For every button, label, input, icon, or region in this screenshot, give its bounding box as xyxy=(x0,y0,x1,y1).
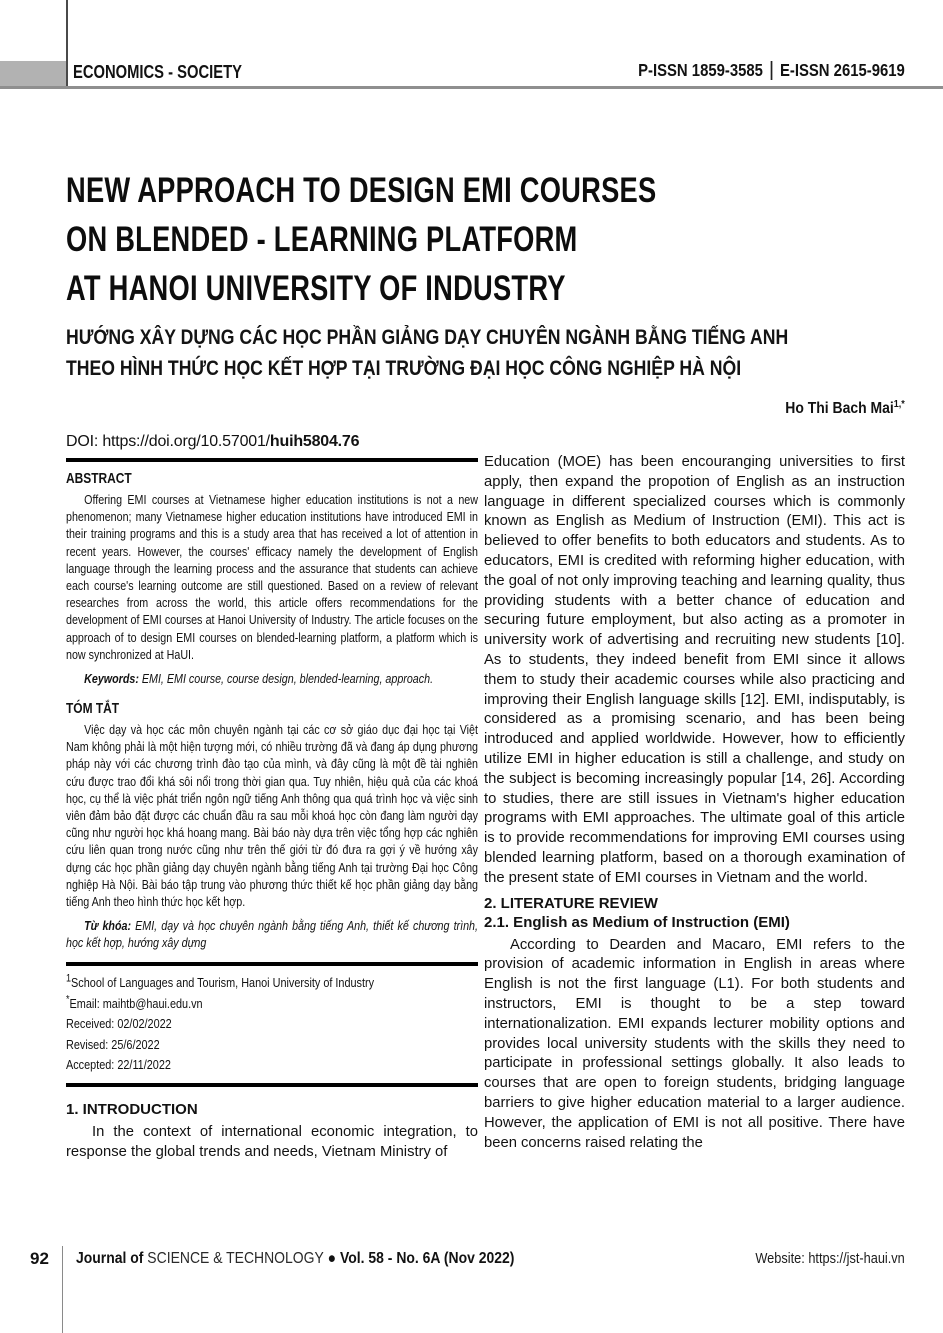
article-subtitle-line: THEO HÌNH THỨC HỌC KẾT HỢP TẠI TRƯỜNG ĐẠI HỌC CÔNG NGHIỆP HÀ NỘI xyxy=(66,357,742,380)
article-title xyxy=(66,166,656,313)
website-link[interactable]: Website: https://jst-haui.vn xyxy=(755,1251,905,1267)
footnote-revised: Revised: 25/6/2022 xyxy=(66,1036,160,1052)
divider-rule xyxy=(66,458,478,462)
emi-subheading: 2.1. English as Medium of Instruction (EMI) xyxy=(484,913,790,931)
article-title-line: ON BLENDED - LEARNING PLATFORM xyxy=(66,220,578,259)
journal-prefix: Journal of xyxy=(76,1250,148,1267)
abstract-box xyxy=(66,471,478,1087)
footnote-accepted: Accepted: 22/11/2022 xyxy=(66,1057,171,1073)
doi-link[interactable]: DOI: https://doi.org/10.57001/ xyxy=(66,433,270,450)
issn-block xyxy=(638,60,905,81)
journal-section-label: ECONOMICS - SOCIETY xyxy=(73,62,242,82)
emi-paragraph: According to Dearden and Macaro, EMI refers to the provision of academic information in English in areas where English is not the first language (L1). For both students and instructors, EMI is thought to be a step toward internationalization. EMI expands lecturer mobility options and provides local university students with the skills they need to participate in professional settings globally. It also leads to courses that are open to foreign students, bridging language barriers to give higher education material to a larger audience. However, the application of EMI is not all positive. There have been concerns raised relating the xyxy=(484,936,905,1151)
abstract-body: Offering EMI courses at Vietnamese higher education institutions is not a new phenomenon; many Vietnamese higher education institutions have introduced EMI in their training programs and this is a study area that has received a lot of attention in recent years. However, the courses' efficacy namely the development of English language through the learning process and the assurance that students can achieve each course's learning outcome are still questioned. Based on a review of relevant researches from across the world, this article offers recommendations for the development of EMI courses at Hanoi University of Industry. The article focuses on the approach of to design EMI courses on blended-learning platform, a platform which is now synchronized at HaUI. xyxy=(66,492,479,662)
tukhoa-line xyxy=(66,917,478,951)
page-number: 92 xyxy=(30,1249,49,1268)
keywords-label: Keywords: xyxy=(84,671,139,687)
article-subtitle xyxy=(66,322,788,384)
issn-separator xyxy=(771,61,773,80)
footnote-received: Received: 02/02/2022 xyxy=(66,1016,172,1032)
journal-title-line xyxy=(76,1250,514,1268)
left-column xyxy=(66,433,478,1162)
footnote-email xyxy=(66,994,478,1015)
header-rule xyxy=(0,86,943,89)
footnote-affiliation-marker: 1 xyxy=(66,972,72,985)
right-column xyxy=(484,453,905,1153)
e-issn: E-ISSN 2615-9619 xyxy=(780,60,905,80)
footnote-affiliation-text: School of Languages and Tourism, Hanoi University of Industry xyxy=(71,975,375,991)
journal-name: SCIENCE & TECHNOLOGY xyxy=(147,1250,324,1267)
footnote-email-text[interactable]: Email: maihtb@haui.edu.vn xyxy=(69,995,203,1011)
tukhoa-label: Từ khóa: xyxy=(84,918,132,934)
footnotes-block xyxy=(66,973,478,1076)
doi-link-suffix[interactable]: huih5804.76 xyxy=(269,433,360,450)
literature-review-heading: 2. LITERATURE REVIEW xyxy=(484,894,658,912)
article-subtitle-line: HƯỚNG XÂY DỰNG CÁC HỌC PHẦN GIẢNG DẠY CHUYÊN NGÀNH BẰNG TIẾNG ANH xyxy=(66,326,789,349)
author-affiliation-marker: 1,* xyxy=(893,398,905,410)
footnote-affiliation xyxy=(66,973,478,994)
footnote-email-marker: * xyxy=(66,993,70,1006)
p-issn: P-ISSN 1859-3585 xyxy=(638,60,764,80)
corner-accent-bar xyxy=(0,61,66,87)
continuation-paragraph: Education (MOE) has been encouranging universities to first apply, then expand the propotion of English as an instruction language in different specialized courses which is commonly known as English as Medium of Instruction (EMI). This act is believed to offer benefits to both educators and students. As to educators, EMI is credited with reforming higher education, with the goal of not only improving teaching and learning quality, thus providing students with a better chance of education and securing future employment, but also acting as a promoter in university work of advertising and recruiting new students [10]. As to students, they indeed benefit from EMI since it allows them to study their academic courses while also practicing and improving their English language skills [12]. EMI, indisputably, is considered as a promising scenario, and has been being introduced and applied worldwide. However, how to efficiently utilize EMI in higher education is still a challenge, and study on the subject is becoming increasingly popular [14, 26]. According to studies, there are still issues in Vietnam's higher education programs with EMI approaches. The ultimate goal of this article is to provide recommendations for improving EMI courses using blended learning platform, based on a thorough examination of the present state of EMI courses in Vietnam and the world. xyxy=(484,454,905,886)
divider-rule xyxy=(66,1083,478,1087)
article-title-line: AT HANOI UNIVERSITY OF INDUSTRY xyxy=(66,269,566,308)
abstract-heading: ABSTRACT xyxy=(66,471,132,487)
tomtat-body: Việc dạy và học các môn chuyên ngành tại các cơ sở giáo dục đại học tại Việt Nam không phải là một hiện tượng mới, có nhiều trường đã và đang áp dụng phương pháp này với các chương trình đào tạo của mình, và đây cũng là một đề tài nghiên cứu được trao đổi khá sôi nổi trong thời gian qua. Tuy nhiên, hiệu quả của các khoá học, cụ thể là việc phát triển ngôn ngữ tiếng Anh thông qua quá trình học và việc sinh viên đảm bảo đặt được các chuẩn đầu ra sau mỗi khoá học còn đang làm người dạy cũng như người học khá hoang mang. Bài báo này dựa trên việc tổng hợp các nghiên cứu liên quan trong nước cũng như trên thế giới từ đó đưa ra gợi ý về hướng xây dựng các học phần giảng dạy chuyên ngành bằng tiếng Anh tại trường Đại học Công nghiệp Hà Nội. Bài báo tập trung vào phương thức thiết kế học phần giảng dạy bằng tiếng Anh theo hình thức học kết hợp. xyxy=(66,722,479,910)
doi-line xyxy=(66,433,478,451)
keywords-text: EMI, EMI course, course design, blended-learning, approach. xyxy=(138,671,434,687)
footer-separator-line xyxy=(62,1246,63,1333)
intro-heading: 1. INTRODUCTION xyxy=(66,1100,198,1118)
keywords-line xyxy=(66,670,478,687)
divider-rule xyxy=(66,962,478,966)
author-name: Ho Thi Bach Mai xyxy=(785,400,894,417)
intro-paragraph: In the context of international economic integration, to response the global trends and needs, Vietnam Ministry of xyxy=(66,1123,478,1160)
footer-bullet: ● xyxy=(323,1250,340,1267)
corner-vertical-line xyxy=(66,0,68,86)
tukhoa-text: EMI, dạy và học chuyên ngành bằng tiếng Anh, thiết kế chương trình, học kết hợp, hướng xây dựng xyxy=(66,918,479,951)
journal-volume: Vol. 58 - No. 6A (Nov 2022) xyxy=(339,1250,515,1267)
article-title-line: NEW APPROACH TO DESIGN EMI COURSES xyxy=(66,171,657,210)
author-line xyxy=(785,400,905,418)
tomtat-heading: TÓM TẮT xyxy=(66,701,120,718)
